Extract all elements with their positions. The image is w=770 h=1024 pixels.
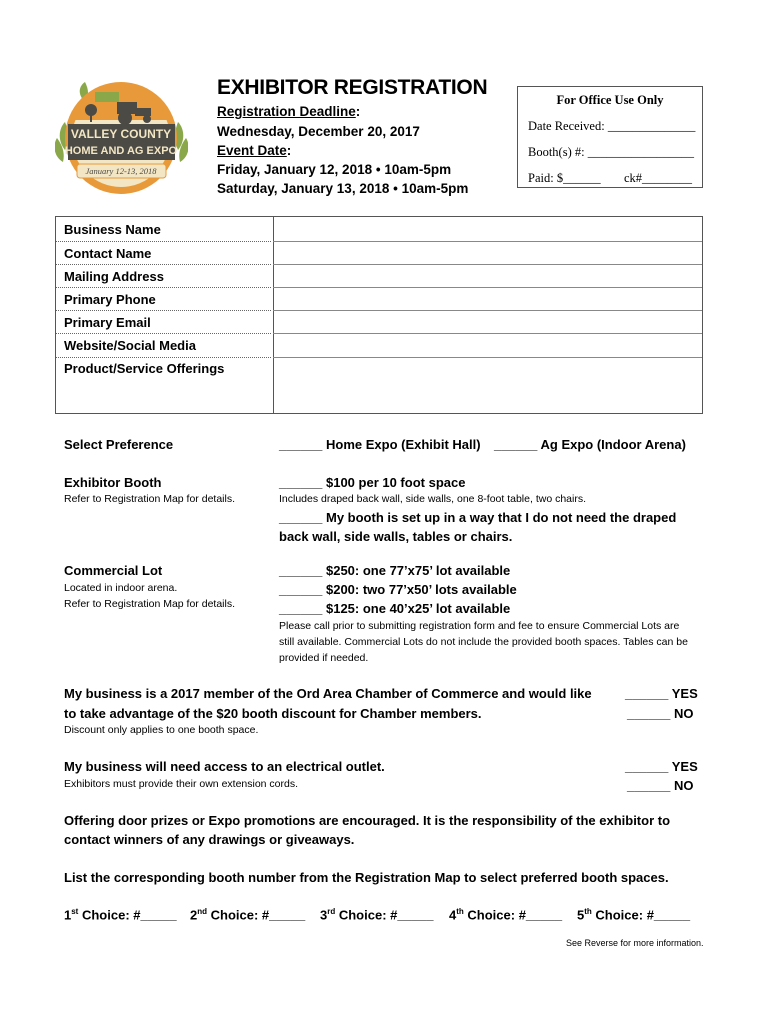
event-heading (217, 143, 291, 158)
deadline-colon: : (355, 104, 361, 119)
choice-2[interactable]: 2nd Choice: #_____ (190, 907, 306, 923)
electric-line1: My business will need access to an electrical outlet. (64, 759, 385, 774)
paid-field[interactable]: Paid: $______ (528, 171, 601, 185)
electric-no[interactable]: ______ NO (627, 778, 694, 793)
booth-note: Refer to Registration Map for details. (64, 493, 235, 505)
business-name-label: Business Name (64, 222, 161, 237)
event-day2: Saturday, January 13, 2018 • 10am-5pm (217, 181, 469, 196)
chamber-yes[interactable]: ______ YES (625, 686, 698, 701)
primary-phone-input[interactable] (273, 310, 702, 311)
office-use-box (517, 86, 703, 188)
logo-line1: VALLEY COUNTY (70, 127, 172, 141)
booth-includes: Includes draped back wall, side walls, one 8-foot table, two chairs. (279, 493, 586, 505)
valley-county-expo-logo (55, 80, 188, 198)
office-use-title: For Office Use Only (556, 93, 664, 107)
electric-yes[interactable]: ______ YES (625, 759, 698, 774)
mailing-address-input[interactable] (273, 287, 702, 288)
business-info-table (55, 216, 703, 414)
footer-note: See Reverse for more information. (566, 938, 704, 948)
event-colon: : (286, 143, 292, 158)
commercial-note2: Refer to Registration Map for details. (64, 598, 235, 610)
chamber-no[interactable]: ______ NO (627, 706, 694, 721)
chamber-note: Discount only applies to one booth space. (64, 724, 259, 736)
choices-instruction: List the corresponding booth number from the Registration Map to select preferred booth spaces. (64, 870, 669, 885)
chamber-line2: to take advantage of the $20 booth discount for Chamber members. (64, 706, 482, 721)
no-drape-option[interactable]: ______ My booth is set up in a way that I do not need the draped (279, 510, 677, 525)
lot-option-200[interactable]: ______ $200: two 77’x50’ lots available (279, 582, 517, 597)
commercial-note1: Located in indoor arena. (64, 582, 178, 594)
event-label: Event Date (217, 143, 287, 158)
event-day1: Friday, January 12, 2018 • 10am-5pm (217, 162, 452, 177)
date-received-field[interactable]: Date Received: ______________ (528, 119, 696, 133)
logo-dates: January 12-13, 2018 (85, 166, 157, 176)
home-expo-option[interactable]: ______ Home Expo (Exhibit Hall) (279, 437, 481, 452)
lot-option-250[interactable]: ______ $250: one 77’x75’ lot available (279, 563, 511, 578)
prizes-line1: Offering door prizes or Expo promotions are encouraged. It is the responsibility of the exhibitor to (64, 813, 671, 828)
deadline-label: Registration Deadline (217, 104, 356, 119)
no-drape-option-cont: back wall, side walls, tables or chairs. (279, 529, 513, 544)
booth-option[interactable]: ______ $100 per 10 foot space (279, 475, 466, 490)
offerings-label: Product/Service Offerings (64, 361, 225, 376)
electric-note: Exhibitors must provide their own extension cords. (64, 778, 299, 790)
commercial-label: Commercial Lot (64, 563, 163, 578)
primary-phone-label: Primary Phone (64, 292, 156, 307)
choice-3[interactable]: 3rd Choice: #_____ (320, 907, 434, 923)
website-label: Website/Social Media (64, 338, 196, 353)
lot-option-125[interactable]: ______ $125: one 40’x25’ lot available (279, 601, 511, 616)
booth-label: Exhibitor Booth (64, 475, 162, 490)
choice-1[interactable]: 1st Choice: #_____ (64, 907, 177, 923)
ck-field[interactable]: ck#________ (624, 171, 693, 185)
choice-4[interactable]: 4th Choice: #_____ (449, 907, 563, 923)
offerings-input[interactable] (274, 358, 702, 413)
page-title: EXHIBITOR REGISTRATION (217, 76, 488, 99)
contact-name-input[interactable] (273, 264, 702, 265)
business-name-input[interactable] (273, 241, 702, 242)
mailing-address-label: Mailing Address (64, 269, 164, 284)
logo-line2: HOME AND AG EXPO (64, 145, 178, 157)
preference-label: Select Preference (64, 437, 174, 452)
deadline-value: Wednesday, December 20, 2017 (217, 124, 420, 139)
booths-field[interactable]: Booth(s) #: _________________ (528, 145, 694, 159)
ag-expo-option[interactable]: ______ Ag Expo (Indoor Arena) (494, 437, 686, 452)
deadline-heading (217, 104, 360, 119)
choice-5[interactable]: 5th Choice: #_____ (577, 907, 691, 923)
commercial-info: Please call prior to submitting registration form and fee to ensure Commercial Lots are still available. Commercial Lots do not include the provided booth spaces. Tables can be provided if needed. (279, 620, 688, 664)
chamber-line1: My business is a 2017 member of the Ord Area Chamber of Commerce and would like (64, 686, 592, 701)
primary-email-input[interactable] (273, 333, 702, 334)
prizes-line2: contact winners of any drawings or giveaways. (64, 832, 355, 847)
primary-email-label: Primary Email (64, 315, 151, 330)
contact-name-label: Contact Name (64, 246, 152, 261)
